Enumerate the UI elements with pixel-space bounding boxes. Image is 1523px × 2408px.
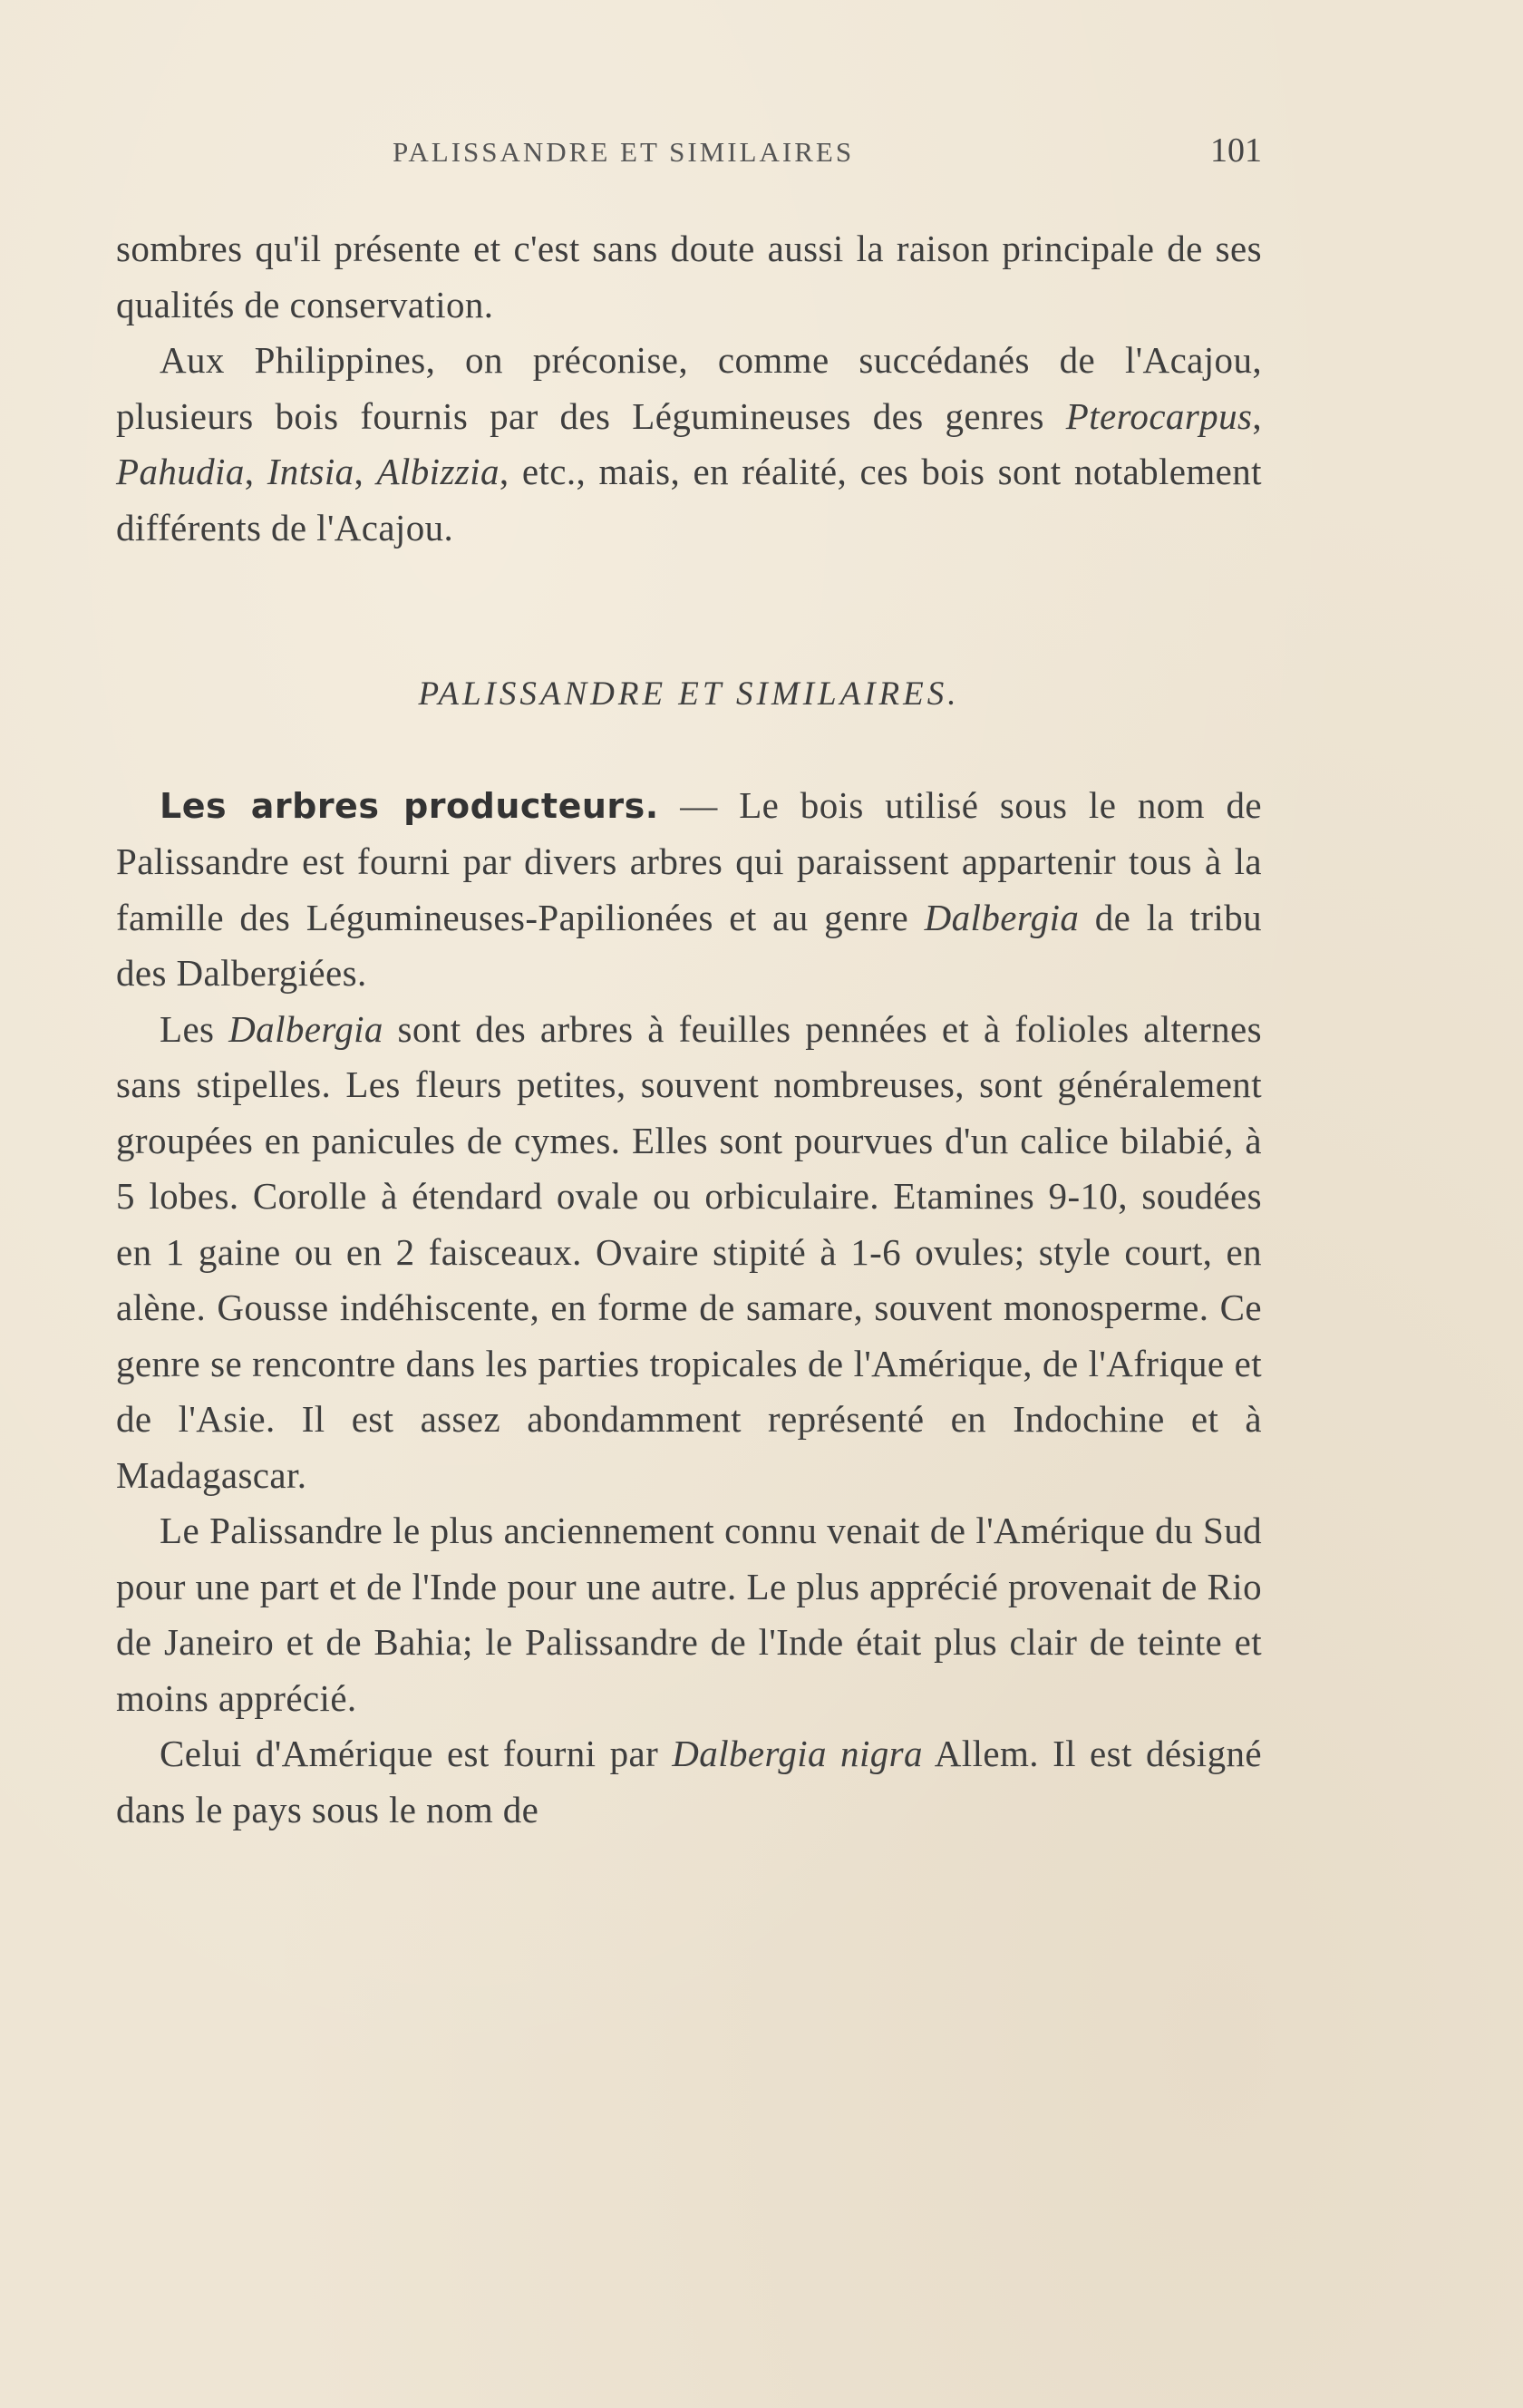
paragraph-3: [116, 778, 1262, 1002]
separator: ,: [244, 451, 267, 492]
genus-pterocarpus: Pterocarpus: [1065, 394, 1253, 437]
separator: ,: [1252, 394, 1262, 437]
genus-dalbergia: Dalbergia: [924, 896, 1080, 938]
paragraph-5: Le Palissandre le plus anciennement connu venait de l'Amérique du Sud pour une part et de l'Inde pour une autre. Le plus apprécié provenait de Rio de Janeiro et de Bahia; le Palissandre de l'Inde était plus clair de teinte et moins apprécié.: [116, 1510, 1262, 1719]
running-head: [116, 131, 1262, 176]
paragraph-4-text-a: Les: [160, 1007, 229, 1050]
paragraph-4: [116, 1002, 1262, 1504]
running-title: PALISSANDRE ET SIMILAIRES: [393, 136, 855, 168]
genus-pahudia: Pahudia: [116, 451, 245, 492]
genus-dalbergia: Dalbergia: [228, 1007, 383, 1050]
section-title: PALISSANDRE ET SIMILAIRES.: [418, 675, 960, 713]
paragraph-3-lead-in: Les arbres producteurs.: [160, 785, 659, 826]
genus-intsia: Intsia: [267, 451, 354, 492]
page-number: 101: [1210, 131, 1262, 170]
paragraph-6-text-b: Allem. Il est désigné dans le pays sous le nom de: [116, 1733, 1262, 1830]
species-dalbergia-nigra: Dalbergia nigra: [672, 1733, 923, 1774]
genus-albizzia: Albizzia: [376, 451, 500, 492]
paragraph-6-text-a: Celui d'Amérique est fourni par: [160, 1733, 673, 1774]
paragraph-3-text-b: de la tribu des Dalbergiées.: [116, 896, 1262, 994]
body-text: [116, 221, 1262, 1838]
paragraph-2: [116, 333, 1262, 556]
paragraph-3-text-a: — Le bois utilisé sous le nom de Palissandre est fourni par divers arbres qui paraissent appartenir tous à la famille des Légumineuses-Papilionées et au genre: [116, 783, 1262, 938]
paragraph-2-text-a: Aux Philippines, on préconise, comme succédanés de l'Acajou, plusieurs bois fournis par des Légumineuses des genres: [116, 339, 1262, 437]
separator: ,: [354, 451, 377, 492]
paragraph-2-text-b: , etc., mais, en réalité, ces bois sont notablement différents de l'Acajou.: [116, 451, 1262, 549]
paragraph-6: [116, 1726, 1262, 1838]
paragraph-4-text-b: sont des arbres à feuilles pennées et à folioles alternes sans stipelles. Les fleurs petites, souvent nombreuses, sont généralement groupées en panicules de cymes. Elles sont pourvues d'un calice bilabié, à 5 lobes. Corolle à étendard ovale ou orbiculaire. Etamines 9-10, soudées en 1 gaine ou en 2 faisceaux. Ovaire stipité à 1-6 ovules; style court, en alène. Gousse indéhiscente, en forme de samare, souvent monosperme. Ce genre se rencontre dans les parties tropicales de l'Amérique, de l'Afrique et de l'Asie. Il est assez abondamment représenté en Indochine et à Madagascar.: [116, 1007, 1262, 1496]
paragraph-1: sombres qu'il présente et c'est sans doute aussi la raison principale de ses qualités de conservation.: [116, 228, 1262, 325]
